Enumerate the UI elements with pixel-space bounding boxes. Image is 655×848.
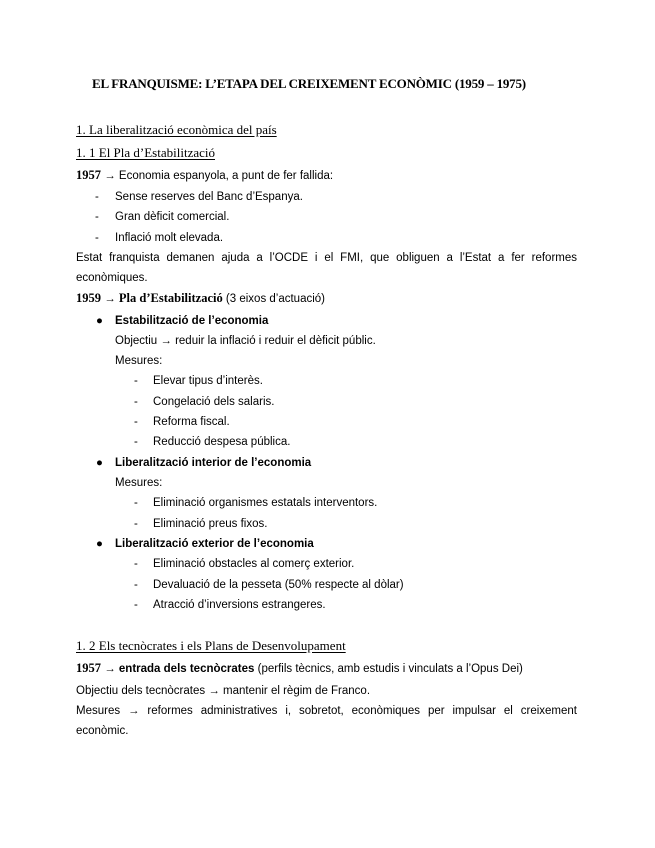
arrow-icon: →	[104, 170, 116, 182]
axis-title: Estabilització de l’economia	[115, 315, 269, 327]
bullet-marker: ●	[96, 457, 103, 469]
list-item-text: Atracció d’inversions estrangeres.	[153, 599, 326, 611]
economy-intro: Economia espanyola, a punt de fer fallida:	[115, 170, 334, 182]
line-1957-tecnocrates	[76, 661, 523, 676]
subsection-1-1-heading: 1. 1 El Pla d’Estabilització	[76, 145, 215, 160]
list-item-text: Congelació dels salaris.	[153, 396, 275, 408]
document-title: EL FRANQUISME: L’ETAPA DEL CREIXEMENT ECONÒMIC (1959 – 1975)	[92, 76, 526, 91]
list-item-text: Reducció despesa pública.	[153, 436, 291, 448]
objective-line: Objectiu dels tecnòcrates → mantenir el règim de Franco.	[76, 685, 371, 697]
list-item	[134, 415, 230, 429]
list-item-text: Eliminació organismes estatals interventors.	[153, 497, 378, 509]
dash-marker: -	[134, 518, 138, 530]
list-item	[95, 210, 230, 224]
entry-rest: (perfils tècnics, amb estudis i vinculats a l’Opus Dei)	[254, 663, 523, 675]
list-item-text: Elevar tipus d’interès.	[153, 375, 263, 387]
pla-title: Pla d’Estabilització	[118, 291, 223, 305]
dash-marker: -	[95, 191, 99, 203]
arrow-icon: →	[104, 293, 116, 305]
line-1959-pla	[76, 291, 325, 306]
list-item-text: Sense reserves del Banc d’Espanya.	[115, 191, 303, 203]
axis-title: Liberalització interior de l’economia	[115, 457, 312, 469]
dash-marker: -	[134, 396, 138, 408]
list-item-text: Inflació molt elevada.	[115, 232, 224, 244]
pla-suffix: (3 eixos d’actuació)	[222, 293, 326, 305]
list-item-text: Devaluació de la pesseta (50% respecte al dòlar)	[153, 579, 404, 591]
arrow-icon: →	[104, 663, 116, 675]
list-item-text: Eliminació preus fixos.	[153, 518, 268, 530]
entry-bold: entrada dels tecnòcrates	[118, 663, 255, 675]
list-item	[134, 598, 326, 612]
dash-marker: -	[95, 232, 99, 244]
paragraph-ocde-fmi: Estat franquista demanen ajuda a l’OCDE i el FMI, que obliguen a l’Estat a fer reformes econòmiques.	[76, 252, 577, 284]
measures-label: Mesures:	[115, 355, 163, 367]
bullet-marker: ●	[96, 538, 103, 550]
list-item	[134, 496, 378, 510]
list-item-text: Eliminació obstacles al comerç exterior.	[153, 558, 355, 570]
axis-title: Liberalització exterior de l’economia	[115, 538, 314, 550]
list-item-text: Gran dèficit comercial.	[115, 211, 230, 223]
dash-marker: -	[134, 436, 138, 448]
year-1957: 1957	[76, 168, 101, 182]
bullet-item	[96, 314, 269, 328]
list-item	[95, 231, 224, 245]
list-item	[134, 578, 404, 592]
measures-paragraph: Mesures → reformes administratives i, sobretot, econòmiques per impulsar el creixement econòmic.	[76, 705, 577, 737]
dash-marker: -	[95, 211, 99, 223]
year-1959: 1959	[76, 291, 101, 305]
list-item	[134, 374, 263, 388]
subsection-1-2-heading: 1. 2 Els tecnòcrates i els Plans de Desenvolupament	[76, 638, 346, 653]
year-1957: 1957	[76, 661, 101, 675]
measures-label: Mesures:	[115, 477, 163, 489]
axis-objective: Objectiu → reduir la inflació i reduir el dèficit públic.	[115, 335, 376, 347]
bullet-item	[96, 456, 312, 470]
list-item	[134, 517, 268, 531]
dash-marker: -	[134, 558, 138, 570]
list-item	[95, 190, 303, 204]
line-1957-economy	[76, 168, 333, 183]
section-1-heading: 1. La liberalització econòmica del país	[76, 122, 277, 137]
bullet-item	[96, 537, 314, 551]
list-item	[134, 557, 355, 571]
list-item-text: Reforma fiscal.	[153, 416, 230, 428]
dash-marker: -	[134, 497, 138, 509]
dash-marker: -	[134, 599, 138, 611]
list-item	[134, 395, 275, 409]
dash-marker: -	[134, 416, 138, 428]
list-item	[134, 435, 291, 449]
dash-marker: -	[134, 375, 138, 387]
bullet-marker: ●	[96, 315, 103, 327]
dash-marker: -	[134, 579, 138, 591]
